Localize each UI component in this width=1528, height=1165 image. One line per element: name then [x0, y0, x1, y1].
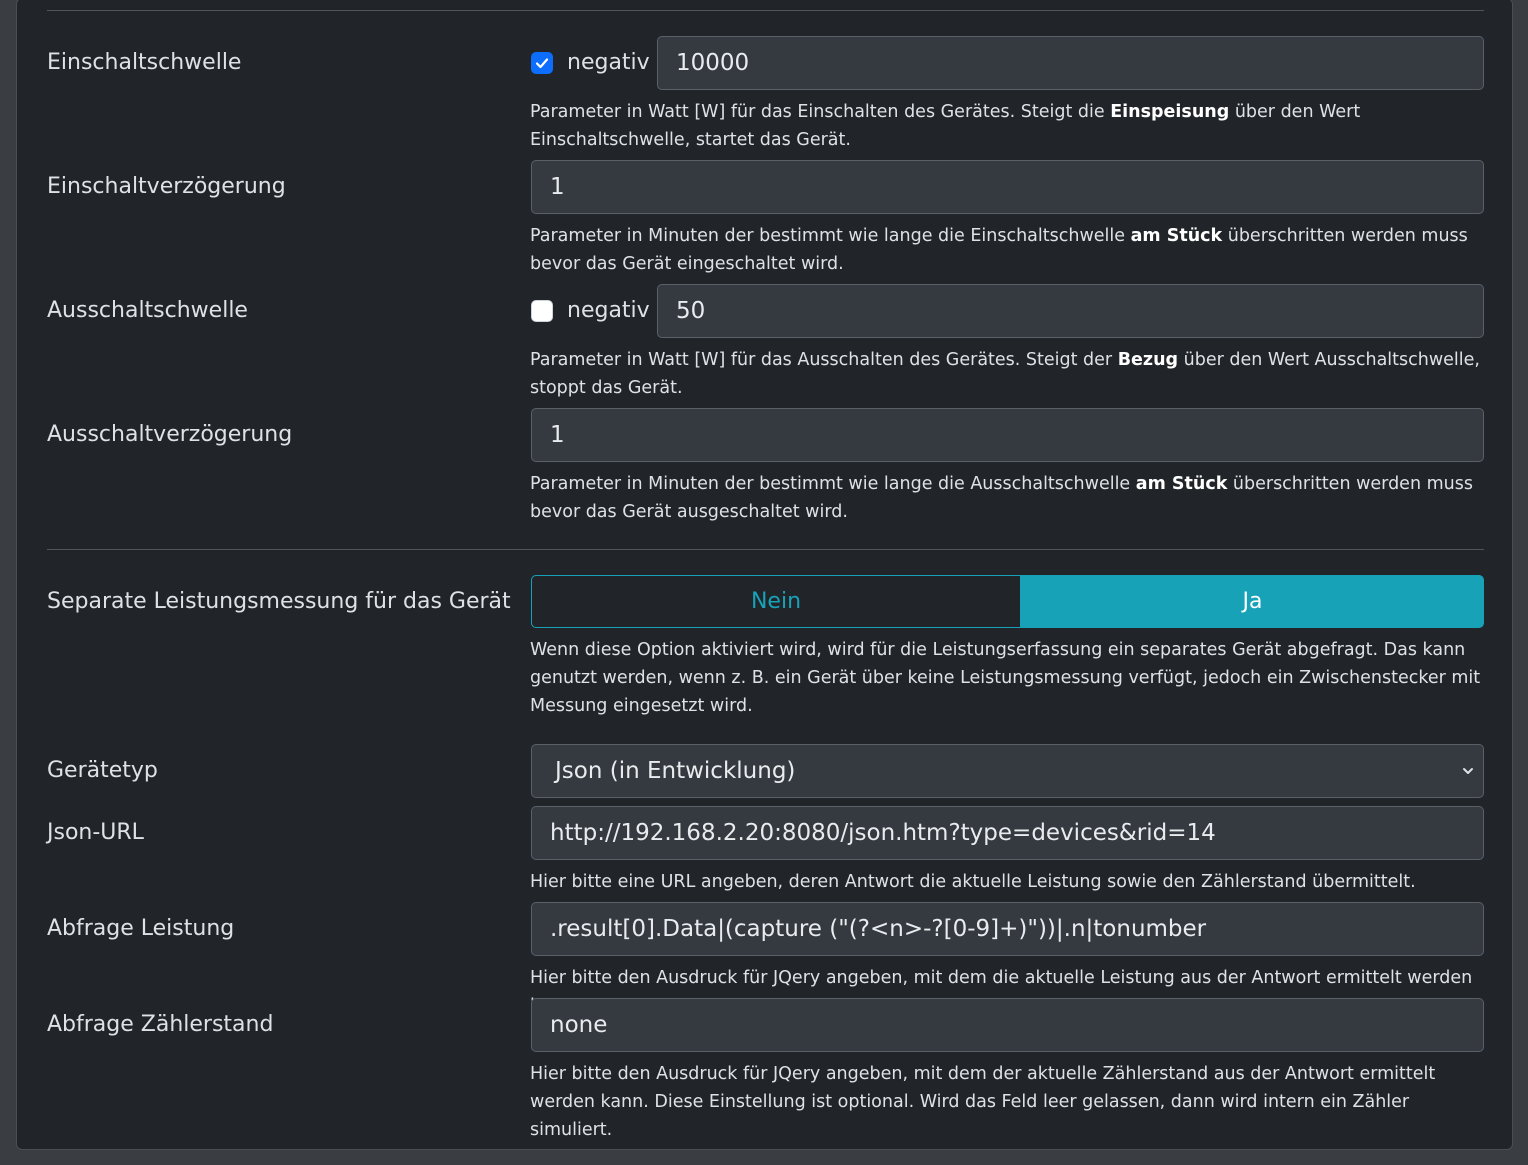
einschaltschwelle-input[interactable]: 10000 [657, 36, 1484, 90]
abfrage-zaehlerstand-help: Hier bitte den Ausdruck für JQery angeben, mit dem der aktuelle Zählerstand aus der Antwort ermittelt werden kann. Diese Einstellung ist optional. Wird das Feld leer gelassen, dann wird intern ein Zähler simuliert. [530, 1064, 1436, 1140]
geraetetyp-label: Gerätetyp [47, 758, 158, 783]
einschaltschwelle-negativ-checkbox[interactable] [531, 52, 553, 74]
einschaltschwelle-negativ-label: negativ [567, 50, 650, 75]
json-url-help: Hier bitte eine URL angeben, deren Antwort die aktuelle Leistung sowie den Zählerstand übermittelt. [530, 872, 1416, 892]
separate-messung-help: Wenn diese Option aktiviert wird, wird für die Leistungserfassung ein separates Gerät abgefragt. Das kann genutzt werden, wenn z. B. ein Gerät über keine Leistungsmessung verfügt, jedoch ein Zwischenstecker mit Messung eingesetzt wird. [530, 640, 1481, 716]
geraetetyp-select[interactable] [531, 744, 1484, 798]
geraetetyp-selected: Json (in Entwicklung) [555, 758, 796, 784]
abfrage-leistung-help: Hier bitte den Ausdruck für JQery angeben, mit dem die aktuelle Leistung aus der Antwort ermittelt werden [530, 968, 1473, 988]
json-url-input[interactable]: http://192.168.2.20:8080/json.htm?type=devices&rid=14 [531, 806, 1484, 860]
separate-messung-label: Separate Leistungsmessung für das Gerät [47, 589, 511, 614]
abfrage-leistung-label: Abfrage Leistung [47, 916, 235, 941]
ausschaltverzoegerung-input[interactable]: 1 [531, 408, 1484, 462]
ausschaltschwelle-input[interactable]: 50 [657, 284, 1484, 338]
ausschaltschwelle-help: Parameter in Watt [W] für das Ausschalten des Gerätes. Steigt der Bezug über den Wert Ausschaltschwelle, stoppt das Gerät. [530, 350, 1480, 398]
divider-top [47, 10, 1484, 11]
einschaltverzoegerung-input[interactable]: 1 [531, 160, 1484, 214]
abfrage-leistung-input[interactable]: .result[0].Data|(capture ("(?<n>-?[0-9]+)"))|.n|tonumber [531, 902, 1484, 956]
ausschaltverzoegerung-help: Parameter in Minuten der bestimmt wie lange die Ausschaltschwelle am Stück überschritten werden muss bevor das Gerät ausgeschaltet wird. [530, 474, 1473, 522]
divider-middle [47, 549, 1484, 550]
ausschaltschwelle-negativ-checkbox[interactable] [531, 300, 553, 322]
einschaltverzoegerung-label: Einschaltverzögerung [47, 174, 286, 199]
ausschaltschwelle-label: Ausschaltschwelle [47, 298, 248, 323]
json-url-label: Json-URL [47, 820, 144, 845]
separate-messung-nein-button[interactable]: Nein [531, 575, 1021, 628]
abfrage-zaehlerstand-label: Abfrage Zählerstand [47, 1012, 274, 1037]
chevron-down-icon [1461, 764, 1475, 778]
ausschaltschwelle-negativ-label: negativ [567, 298, 650, 323]
check-icon [535, 56, 549, 70]
abfrage-zaehlerstand-input[interactable]: none [531, 998, 1484, 1052]
ausschaltverzoegerung-label: Ausschaltverzögerung [47, 422, 293, 447]
separate-messung-ja-button[interactable]: Ja [1021, 575, 1484, 628]
einschaltschwelle-label: Einschaltschwelle [47, 50, 242, 75]
einschaltverzoegerung-help: Parameter in Minuten der bestimmt wie lange die Einschaltschwelle am Stück überschritten werden muss bevor das Gerät eingeschaltet wird. [530, 226, 1468, 274]
einschaltschwelle-help: Parameter in Watt [W] für das Einschalten des Gerätes. Steigt die Einspeisung über den Wert Einschaltschwelle, startet das Gerät. [530, 102, 1361, 150]
